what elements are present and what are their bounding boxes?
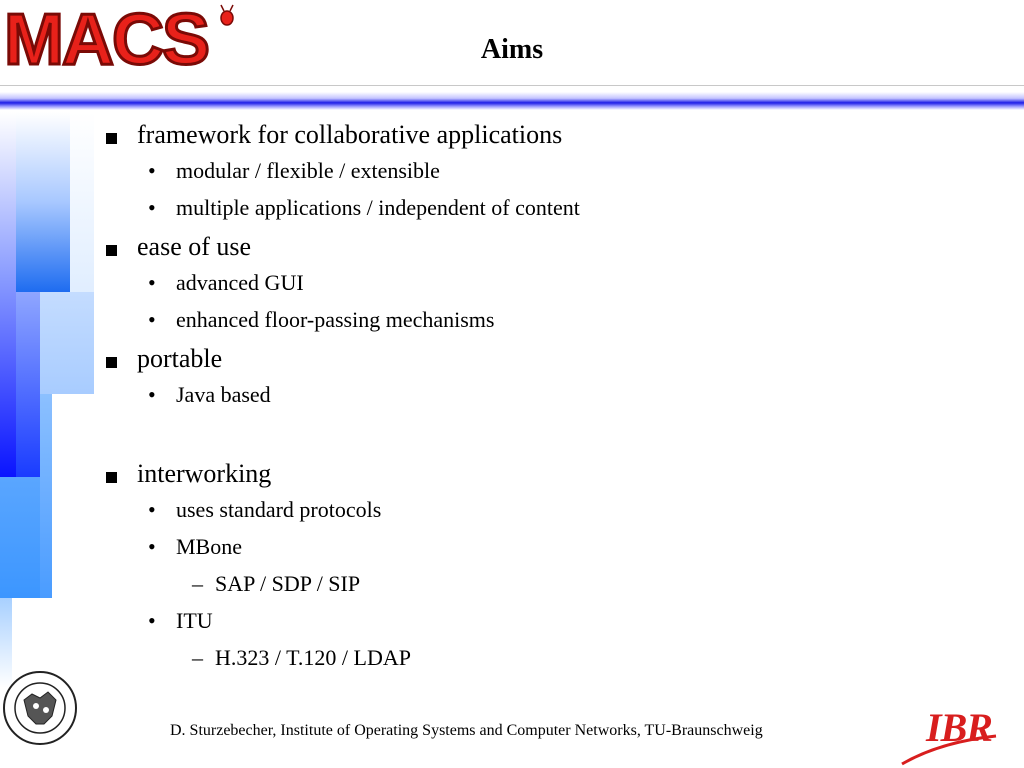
bullet-text: ITU [176, 608, 213, 633]
dash-bullet-icon: – [192, 645, 203, 670]
bullet-level-2 [104, 307, 1004, 344]
dot-bullet-icon: • [148, 270, 156, 295]
bullet-level-1 [104, 459, 1004, 497]
bullet-text: enhanced floor-passing mechanisms [176, 307, 495, 332]
deco-block-4 [16, 292, 40, 477]
bullet-level-3 [104, 571, 1004, 608]
bullet-text: H.323 / T.120 / LDAP [215, 645, 411, 670]
bullet-list [104, 120, 1004, 682]
dot-bullet-icon: • [148, 158, 156, 183]
deco-block-6 [40, 394, 52, 598]
dot-bullet-icon: • [148, 497, 156, 522]
dot-bullet-icon: • [148, 608, 156, 633]
bullet-level-1 [104, 232, 1004, 270]
bullet-text: SAP / SDP / SIP [215, 571, 361, 596]
bug-icon [214, 4, 240, 28]
bullet-level-1 [104, 344, 1004, 382]
bullet-text: advanced GUI [176, 270, 304, 295]
bullet-level-2 [104, 608, 1004, 645]
deco-block-1 [16, 112, 70, 292]
header-divider [0, 85, 1024, 86]
bullet-level-3 [104, 645, 1004, 682]
dash-bullet-icon: – [192, 571, 203, 596]
page-title: Aims [480, 34, 544, 65]
bullet-text: Java based [176, 382, 271, 407]
deco-block-5 [40, 292, 94, 394]
spacer [104, 419, 1004, 459]
header-band [0, 92, 1024, 110]
dot-bullet-icon: • [148, 534, 156, 559]
square-bullet-icon [106, 357, 117, 368]
dot-bullet-icon: • [148, 195, 156, 220]
ibr-logo-text: IBR [926, 705, 992, 750]
macs-logo-text: MACS [4, 0, 208, 80]
bullet-level-2 [104, 270, 1004, 307]
bullet-text: framework for collaborative applications [137, 120, 563, 149]
bullet-level-2 [104, 382, 1004, 419]
dot-bullet-icon: • [148, 382, 156, 407]
square-bullet-icon [106, 245, 117, 256]
bullet-text: portable [137, 344, 223, 373]
bullet-text: uses standard protocols [176, 497, 382, 522]
square-bullet-icon [106, 472, 117, 483]
square-bullet-icon [106, 133, 117, 144]
bullet-text: multiple applications / independent of content [176, 195, 580, 220]
university-seal-icon [2, 670, 78, 746]
dot-bullet-icon: • [148, 307, 156, 332]
bullet-text: MBone [176, 534, 242, 559]
deco-block-3 [0, 112, 16, 477]
bullet-level-2 [104, 195, 1004, 232]
bullet-text: modular / flexible / extensible [176, 158, 440, 183]
bullet-text: ease of use [137, 232, 252, 261]
footer-text: D. Sturzebecher, Institute of Operating Systems and Computer Networks, TU-Braunschweig [170, 722, 763, 739]
bullet-level-1 [104, 120, 1004, 158]
bullet-text: interworking [137, 459, 272, 488]
bullet-level-2 [104, 158, 1004, 195]
ibr-swoosh-icon [900, 732, 1000, 766]
bullet-level-2 [104, 497, 1004, 534]
bullet-level-2 [104, 534, 1004, 571]
ibr-logo [900, 702, 1000, 766]
deco-block-7 [0, 477, 40, 598]
